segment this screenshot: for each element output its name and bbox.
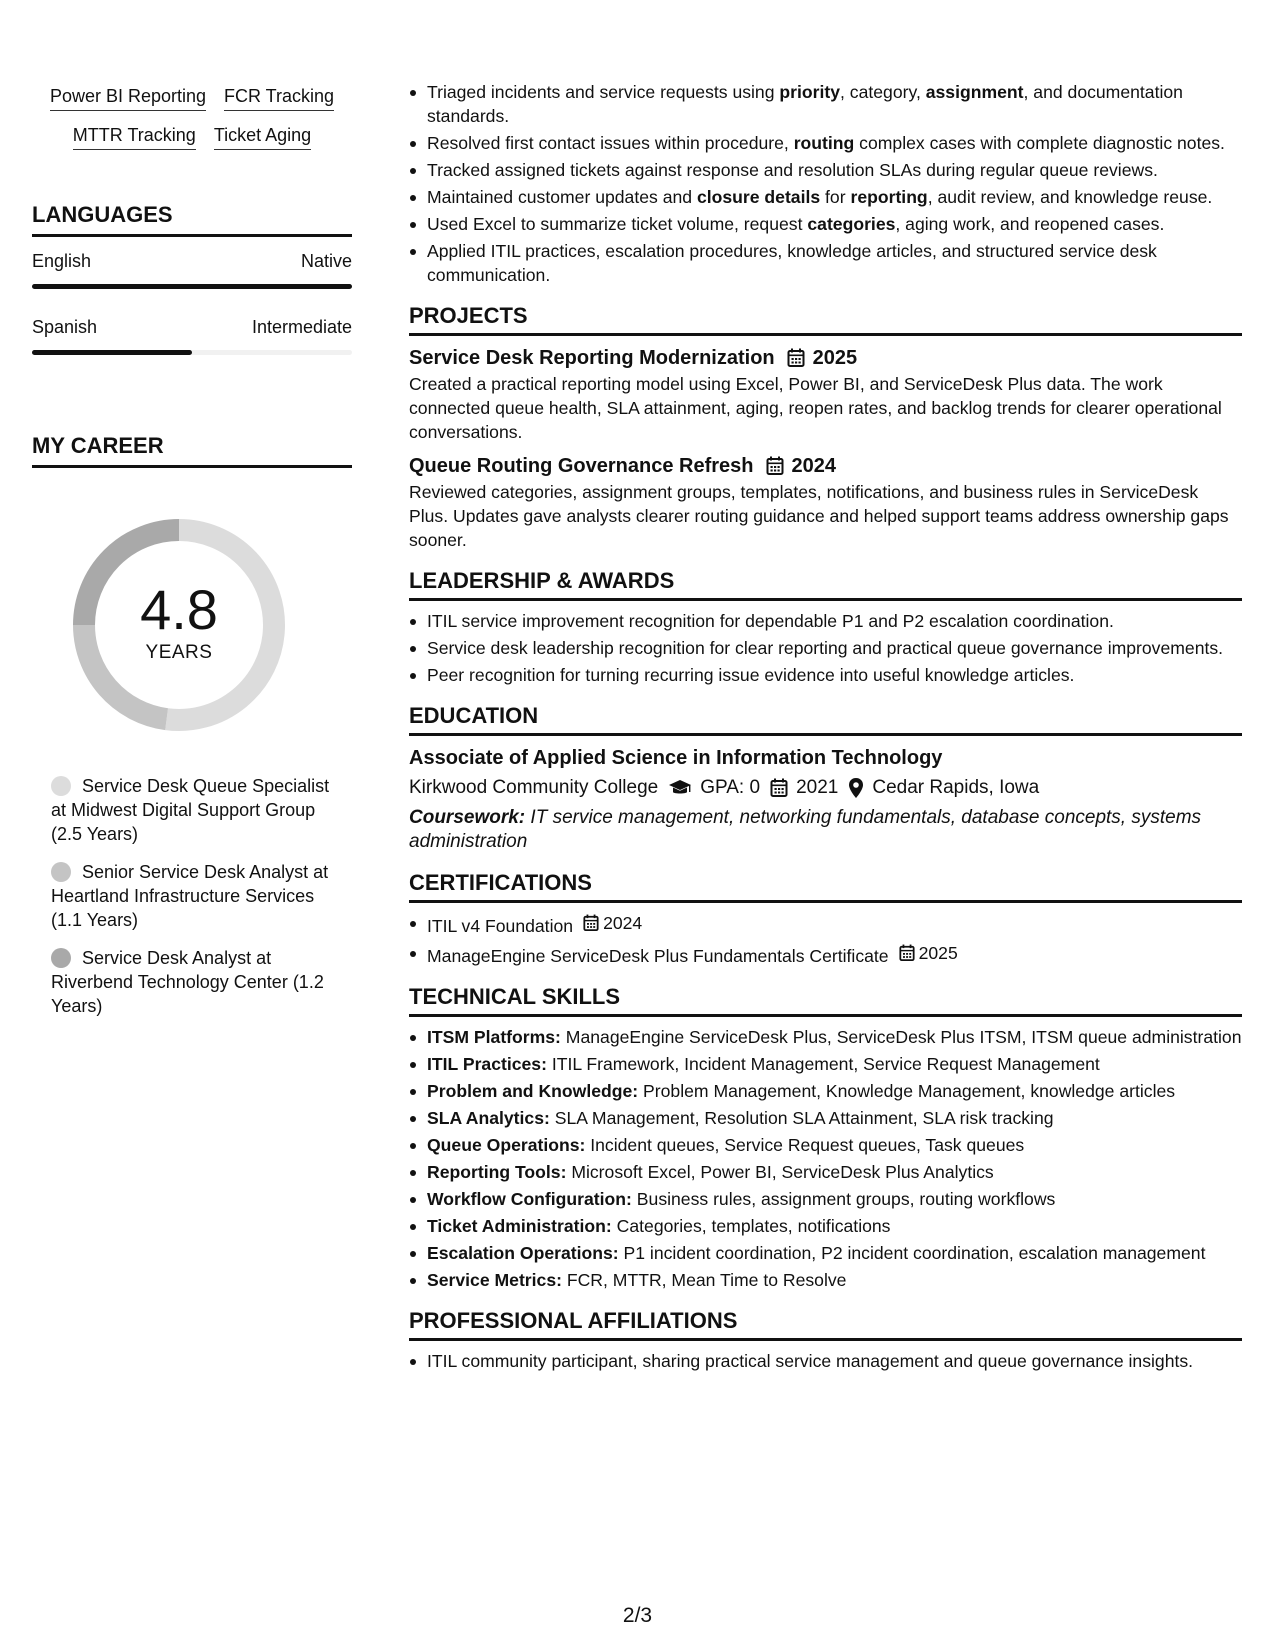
experience-bullet <box>409 131 1242 155</box>
legend-dot <box>51 776 71 796</box>
skill-label: Escalation Operations: <box>427 1243 619 1263</box>
certification-name: ITIL v4 Foundation <box>427 916 574 936</box>
calendar-icon <box>787 348 805 368</box>
coursework-label: Coursework: <box>409 807 526 828</box>
skill-tags <box>32 84 352 150</box>
language-row <box>32 317 352 338</box>
bullet-text: Tracked assigned tickets against response and resolution SLAs during regular queue reviews. <box>427 160 1158 180</box>
languages-heading: LANGUAGES <box>32 202 352 237</box>
bullet-text: Used Excel to summarize ticket volume, request <box>427 214 808 234</box>
affiliations-list <box>409 1349 1242 1373</box>
language-proficiency-fill <box>32 284 352 289</box>
project-description: Reviewed categories, assignment groups, templates, notifications, and business rules in ServiceDesk Plus. Updates gave analysts clearer routing guidance and helped support teams address ownership gaps sooner. <box>409 482 1229 550</box>
career-section <box>32 433 352 1018</box>
experience-bullet <box>409 185 1242 209</box>
languages-section <box>32 202 352 355</box>
skill-value: SLA Management, Resolution SLA Attainment, SLA risk tracking <box>549 1108 1054 1128</box>
language-name: Spanish <box>32 317 98 337</box>
leadership-section <box>409 568 1242 687</box>
project-title: Queue Routing Governance Refresh <box>409 455 754 477</box>
bullet-text: Applied ITIL practices, escalation procedures, knowledge articles, and structured service desk communication. <box>427 241 1157 285</box>
school-name: Kirkwood Community College <box>409 777 659 798</box>
calendar-icon <box>770 778 788 798</box>
skill-label: Reporting Tools: <box>427 1162 567 1182</box>
career-donut-chart <box>64 510 294 740</box>
bullet-text: for <box>820 187 851 207</box>
project-title-row <box>409 344 1242 372</box>
language-level: Native <box>300 251 352 271</box>
school-location: Cedar Rapids, Iowa <box>872 777 1040 798</box>
skill-value: Incident queues, Service Request queues, Task queues <box>585 1135 1025 1155</box>
list-item: Peer recognition for turning recurring issue evidence into useful knowledge articles. <box>409 663 1242 687</box>
skill-label: ITIL Practices: <box>427 1054 547 1074</box>
degree-title: Associate of Applied Science in Information Technology <box>409 747 943 769</box>
education-section <box>409 703 1242 854</box>
leadership-heading: LEADERSHIP & AWARDS <box>409 568 1242 601</box>
career-role-text: Service Desk Queue Specialist at Midwest Digital Support Group (2.5 Years) <box>51 776 330 844</box>
project-year: 2024 <box>791 455 837 477</box>
language-proficiency-bar <box>32 350 352 355</box>
bold-keyword: categories <box>807 214 896 234</box>
projects-section <box>409 303 1242 552</box>
education-heading: EDUCATION <box>409 703 1242 736</box>
skill-label: SLA Analytics: <box>427 1108 550 1128</box>
experience-bullet <box>409 239 1242 287</box>
certification-item <box>409 941 1242 968</box>
bullet-text: , aging work, and reopened cases. <box>895 214 1165 234</box>
calendar-icon <box>899 944 915 962</box>
skill-item <box>409 1187 1242 1211</box>
skill-tag[interactable]: Ticket Aging <box>214 123 311 150</box>
page-number: 2/3 <box>622 1604 653 1627</box>
bold-keyword: reporting <box>850 187 928 207</box>
career-role-text: Service Desk Analyst at Riverbend Technology Center (1.2 Years) <box>51 948 324 1016</box>
skill-label: Ticket Administration: <box>427 1216 612 1236</box>
project-title-row <box>409 452 1242 480</box>
skill-item <box>409 1133 1242 1157</box>
skills-list <box>409 1025 1242 1292</box>
skill-tag[interactable]: Power BI Reporting <box>50 84 206 111</box>
language-name: English <box>32 251 92 271</box>
skill-value: Problem Management, Knowledge Management, knowledge articles <box>638 1081 1176 1101</box>
career-role-text: Senior Service Desk Analyst at Heartland Infrastructure Services (1.1 Years) <box>51 862 329 930</box>
skill-label: Queue Operations: <box>427 1135 586 1155</box>
list-item: ITIL community participant, sharing practical service management and queue governance insights. <box>409 1349 1242 1373</box>
bullet-text: , audit review, and knowledge reuse. <box>927 187 1213 207</box>
bullet-text: Maintained customer updates and <box>427 187 697 207</box>
certification-year: 2024 <box>603 913 643 933</box>
certification-item <box>409 911 1242 938</box>
legend-dot <box>51 948 71 968</box>
certifications-heading: CERTIFICATIONS <box>409 870 1242 903</box>
bold-keyword: routing <box>793 133 855 153</box>
bullet-text: , category, <box>840 82 926 102</box>
left-column <box>32 84 352 1032</box>
language-proficiency-bar <box>32 284 352 289</box>
skill-item <box>409 1268 1242 1292</box>
skill-tag[interactable]: MTTR Tracking <box>73 123 196 150</box>
coursework-text: IT service management, networking fundamentals, database concepts, systems administration <box>409 807 1202 852</box>
skill-label: Service Metrics: <box>427 1270 562 1290</box>
affiliations-heading: PROFESSIONAL AFFILIATIONS <box>409 1308 1242 1341</box>
experience-bullet <box>409 80 1242 128</box>
skill-value: Microsoft Excel, Power BI, ServiceDesk Plus Analytics <box>566 1162 994 1182</box>
skill-value: ITIL Framework, Incident Management, Service Request Management <box>546 1054 1100 1074</box>
skill-label: ITSM Platforms: <box>427 1027 561 1047</box>
experience-bullets <box>409 80 1242 287</box>
skill-label: Workflow Configuration: <box>427 1189 632 1209</box>
bullet-text: , and documentation standards. <box>427 82 1183 126</box>
graduation-cap-icon <box>668 779 692 797</box>
coursework <box>409 806 1242 854</box>
affiliations-section <box>409 1308 1242 1373</box>
skill-item <box>409 1052 1242 1076</box>
project-year: 2025 <box>812 347 858 369</box>
career-heading: MY CAREER <box>32 433 352 468</box>
career-total-years: 4.8 <box>140 578 218 641</box>
skill-item <box>409 1106 1242 1130</box>
gpa: GPA: 0 <box>700 777 761 798</box>
skill-tag[interactable]: FCR Tracking <box>224 84 334 111</box>
skill-value: Categories, templates, notifications <box>611 1216 891 1236</box>
certifications-section <box>409 870 1242 968</box>
list-item: ITIL service improvement recognition for dependable P1 and P2 escalation coordination. <box>409 609 1242 633</box>
skill-label: Problem and Knowledge: <box>427 1081 639 1101</box>
skills-heading: TECHNICAL SKILLS <box>409 984 1242 1017</box>
career-role <box>51 946 332 1018</box>
location-pin-icon <box>848 777 864 799</box>
skill-item <box>409 1160 1242 1184</box>
skill-value: ManageEngine ServiceDesk Plus, ServiceDesk Plus ITSM, ITSM queue administration <box>560 1027 1242 1047</box>
skill-value: Business rules, assignment groups, routing workflows <box>631 1189 1056 1209</box>
certification-year: 2025 <box>918 943 958 963</box>
skill-value: P1 incident coordination, P2 incident coordination, escalation management <box>618 1243 1206 1263</box>
project-description: Created a practical reporting model using Excel, Power BI, and ServiceDesk Plus data. The work connected queue health, SLA attainment, aging, reopen rates, and backlog trends for clearer operational conversations. <box>409 374 1222 442</box>
career-total-unit: YEARS <box>145 642 213 663</box>
graduation-year: 2021 <box>796 777 839 798</box>
bold-keyword: assignment <box>925 82 1024 102</box>
career-role <box>51 860 332 932</box>
language-proficiency-fill <box>32 350 192 355</box>
skill-item <box>409 1241 1242 1265</box>
leadership-list <box>409 609 1242 687</box>
right-column <box>409 80 1242 1376</box>
career-role <box>51 774 332 846</box>
skill-item <box>409 1214 1242 1238</box>
calendar-icon <box>766 456 784 476</box>
bullet-text: complex cases with complete diagnostic notes. <box>854 133 1225 153</box>
certification-name: ManageEngine ServiceDesk Plus Fundamentals Certificate <box>427 946 889 966</box>
calendar-icon <box>583 914 599 932</box>
projects-heading: PROJECTS <box>409 303 1242 336</box>
legend-dot <box>51 862 71 882</box>
language-level: Intermediate <box>251 317 352 337</box>
education-meta <box>409 774 1242 802</box>
project-title: Service Desk Reporting Modernization <box>409 347 775 369</box>
skills-section <box>409 984 1242 1292</box>
list-item: Service desk leadership recognition for clear reporting and practical queue governance improvements. <box>409 636 1242 660</box>
skill-item <box>409 1079 1242 1103</box>
bullet-text: Resolved first contact issues within procedure, <box>427 133 794 153</box>
experience-bullet <box>409 158 1242 182</box>
skill-item <box>409 1025 1242 1049</box>
bullet-text: Triaged incidents and service requests using <box>427 82 780 102</box>
bold-keyword: closure details <box>696 187 821 207</box>
career-legend <box>32 774 352 1018</box>
bold-keyword: priority <box>779 82 840 102</box>
language-row <box>32 251 352 272</box>
experience-bullet <box>409 212 1242 236</box>
certifications-list <box>409 911 1242 968</box>
skill-value: FCR, MTTR, Mean Time to Resolve <box>561 1270 847 1290</box>
